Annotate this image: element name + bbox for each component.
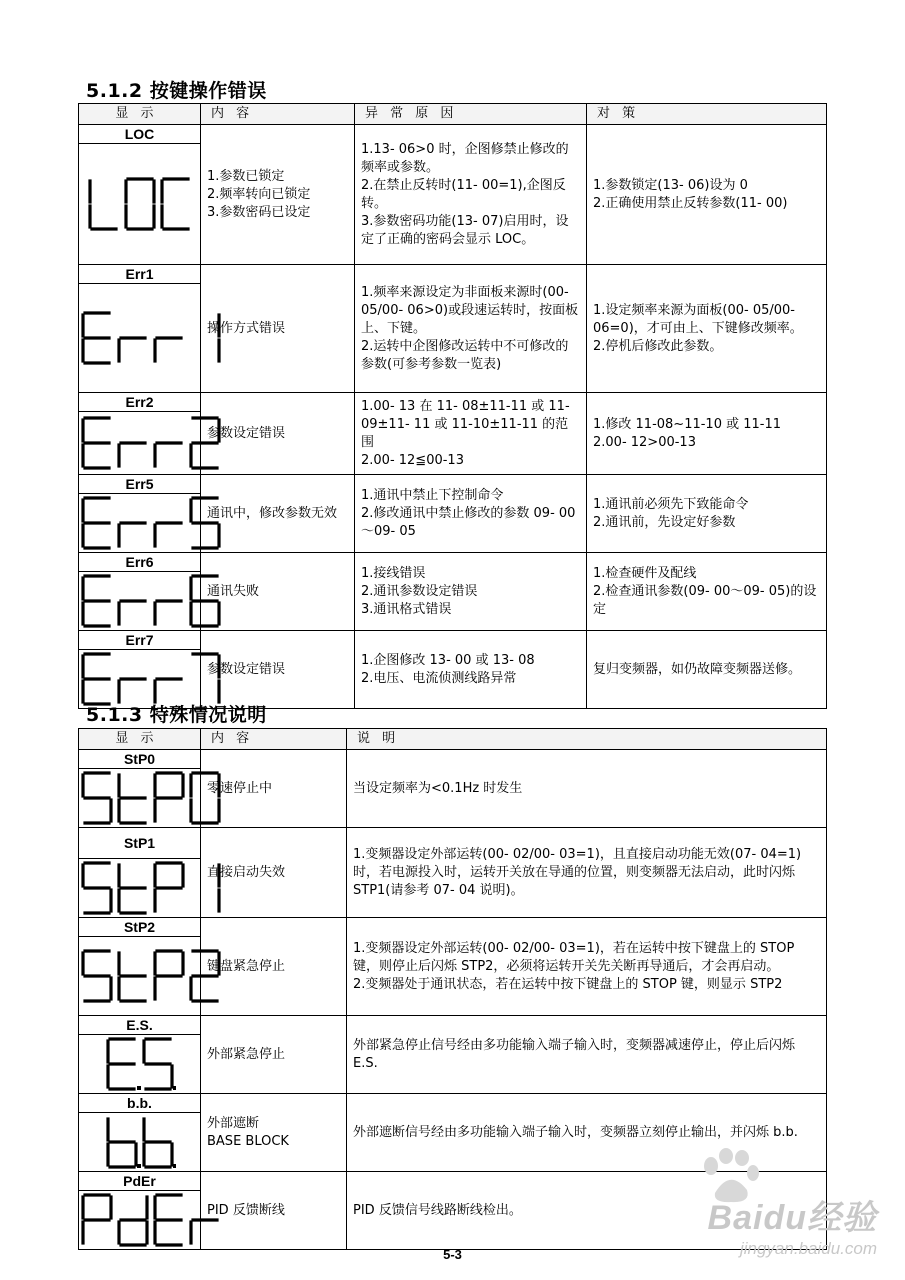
cause-cell [355,475,587,553]
cause-cell [355,631,587,709]
cell-line: 外部遮断 [207,1115,260,1131]
seven-seg-display [79,494,223,552]
cell-line: 外部紧急停止 [207,1046,286,1062]
content-cell [201,553,355,631]
cell-line: 参数设定错误 [207,425,286,441]
code-label: E.S. [79,1016,201,1035]
seven-seg-display [86,175,194,233]
seven-seg-display [79,572,223,630]
cell-line: 当设定频率为<0.1Hz 时发生 [353,780,523,796]
seven-seg-cell [79,284,201,393]
decimal-point [137,1164,141,1168]
section-title-special: 5.1.3 特殊情况说明 [86,704,267,726]
cell-line: 2.在禁止反转时(11- 00=1),企图反转。 [361,177,566,211]
seven-seg-display [79,947,223,1005]
description-cell [347,828,827,918]
seven-seg-cell [79,144,201,265]
cell-line: 2.00- 12≦00-13 [361,452,464,468]
table-row [79,828,827,859]
cell-line: 2.通讯前，先设定好参数 [593,514,736,530]
cell-line: 复归变频器，如仍故障变频器送修。 [593,661,802,677]
cell-line: 2.检查通讯参数(09- 00～09- 05)的设定 [593,583,817,617]
watermark [708,1190,877,1259]
cell-line: PID 反馈断线 [207,1202,285,1218]
solution-cell [587,475,827,553]
solution-cell [587,553,827,631]
seven-seg-cell [79,572,201,631]
cell-line: 3.参数密码功能(13- 07)启用时，设定了正确的密码会显示 LOC。 [361,213,569,247]
cell-line: 键盘紧急停止 [207,958,286,974]
cell-line: PID 反馈信号线路断线检出。 [353,1202,522,1218]
seven-seg-cell [79,412,201,475]
cell-line: 1.通讯前必须先下致能命令 [593,496,749,512]
table-row [79,631,827,650]
cell-line: 2.正确使用禁止反转参数(11- 00) [593,195,788,211]
cell-line: 1.通讯中禁止下控制命令 [361,487,504,503]
content-cell [201,393,355,475]
header-display: 显 示 [79,729,201,750]
code-label: PdEr [79,1172,201,1191]
seven-seg-display [79,769,223,827]
cause-cell [355,265,587,393]
cell-line: 2.变频器处于通讯状态，若在运转中按下键盘上的 STOP 键，则显示 STP2 [353,976,783,992]
cell-line: 通讯中，修改参数无效 [207,505,338,521]
cell-line: BASE BLOCK [207,1133,289,1149]
cell-line: 2.运转中企图修改运转中不可修改的参数(可参考参数一览表) [361,338,569,372]
cell-line: 1.企图修改 13- 00 或 13- 08 [361,652,535,668]
seven-seg-display [79,1191,223,1249]
code-label: StP1 [79,828,201,859]
solution-cell [587,125,827,265]
seven-seg-cell [79,1113,201,1172]
cell-line: 1.参数锁定(13- 06)设为 0 [593,177,748,193]
table-row [79,475,827,494]
solution-cell [587,393,827,475]
content-cell [201,631,355,709]
cell-line: 1.13- 06>0 时，企图修禁止修改的频率或参数。 [361,141,569,175]
cell-line: 通讯失败 [207,583,260,599]
table-header-row [79,729,827,750]
cell-line: 1.变频器设定外部运转(00- 02/00- 03=1)，且直接启动功能无效(07- 04=1)时，若电源投入时，运转开关放在导通的位置，则变频器无法启动，此时闪烁 STP1(请参考 07- 04 说明)。 [353,846,802,898]
code-label: LOC [79,125,201,144]
section-title-key-errors: 5.1.2 按键操作错误 [86,80,267,102]
code-label: Err1 [79,265,201,284]
cell-line: 直接启动失效 [207,864,286,880]
key-error-table [78,103,827,709]
header-description: 说 明 [347,729,827,750]
cell-line: 1.00- 13 在 11- 08±11-11 或 11- 09±11- 11 或 11-10±11-11 的范围 [361,398,570,450]
code-label: Err7 [79,631,201,650]
description-cell [347,918,827,1016]
table-row [79,1094,827,1113]
table-row [79,125,827,144]
cell-line: 1.参数已锁定 [207,168,285,184]
watermark-url: jingyan.baidu.com [739,1239,877,1258]
cell-line: 外部遮断信号经由多功能输入端子输入时，变频器立刻停止输出，并闪烁 b.b. [353,1124,798,1140]
cell-line: 2.00- 12>00-13 [593,434,696,450]
solution-cell [587,265,827,393]
code-label: Err6 [79,553,201,572]
seven-seg-display [79,414,223,472]
decimal-point [173,1164,176,1168]
cell-line: 1.频率来源设定为非面板来源时(00- 05/00- 06>0)或段速运转时，按面板上、下键。 [361,284,579,336]
cause-cell [355,553,587,631]
table-row [79,393,827,412]
code-label: Err5 [79,475,201,494]
seven-seg-display [79,309,223,367]
seven-seg-cell [79,494,201,553]
description-cell [347,750,827,828]
header-display: 显 示 [79,104,201,125]
cell-line: 1.检查硬件及配线 [593,565,697,581]
seven-seg-display [79,859,223,917]
decimal-point [173,1086,176,1090]
header-content: 内 容 [201,729,347,750]
decimal-point [137,1086,141,1090]
page-number: 5-3 [443,1247,462,1262]
header-cause: 异 常 原 因 [355,104,587,125]
cell-line: 2.修改通讯中禁止修改的参数 09- 00～09- 05 [361,505,576,539]
table-row [79,553,827,572]
content-cell [201,1094,347,1172]
watermark-brand: Baidu经验 [707,1199,877,1237]
cell-line: 3.参数密码已设定 [207,204,311,220]
cause-cell [355,125,587,265]
table-row [79,918,827,937]
cell-line: 2.通讯参数设定错误 [361,583,478,599]
table-row [79,1016,827,1035]
cell-line: 外部紧急停止信号经由多功能输入端子输入时，变频器减速停止，停止后闪烁 E.S. [353,1037,796,1071]
table-row [79,750,827,769]
table-row [79,265,827,284]
seven-seg-cell [79,937,201,1016]
seven-seg-cell [79,769,201,828]
code-label: Err2 [79,393,201,412]
code-label: StP0 [79,750,201,769]
content-cell [201,1016,347,1094]
cell-line: 1.设定频率来源为面板(00- 05/00- 06=0)，才可由上、下键修改频率。 [593,302,803,336]
seven-seg-cell [79,859,201,918]
cell-line: 零速停止中 [207,780,273,796]
table-header-row [79,104,827,125]
cell-line: 操作方式错误 [207,320,286,336]
cell-line: 1.修改 11-08~11-10 或 11-11 [593,416,782,432]
cell-line: 2.停机后修改此参数。 [593,338,723,354]
cell-line: 1.接线错误 [361,565,426,581]
code-label: b.b. [79,1094,201,1113]
cell-line: 3.通讯格式错误 [361,601,452,617]
content-cell [201,265,355,393]
cell-line: 2.频率转向已锁定 [207,186,311,202]
description-cell [347,1016,827,1094]
content-cell [201,125,355,265]
seven-seg-display [104,1035,176,1093]
seven-seg-display [104,1113,176,1171]
solution-cell [587,631,827,709]
content-cell [201,475,355,553]
code-label: StP2 [79,918,201,937]
cell-line: 参数设定错误 [207,661,286,677]
header-content: 内 容 [201,104,355,125]
cell-line: 1.变频器设定外部运转(00- 02/00- 03=1)，若在运转中按下键盘上的 STOP 键，则停止后闪烁 STP2，必须将运转开关先关断再导通后，才会再启动。 [353,940,795,974]
seven-seg-cell [79,1035,201,1094]
seven-seg-cell [79,1191,201,1250]
header-solution: 对 策 [587,104,827,125]
cell-line: 2.电压、电流侦测线路异常 [361,670,517,686]
cause-cell [355,393,587,475]
